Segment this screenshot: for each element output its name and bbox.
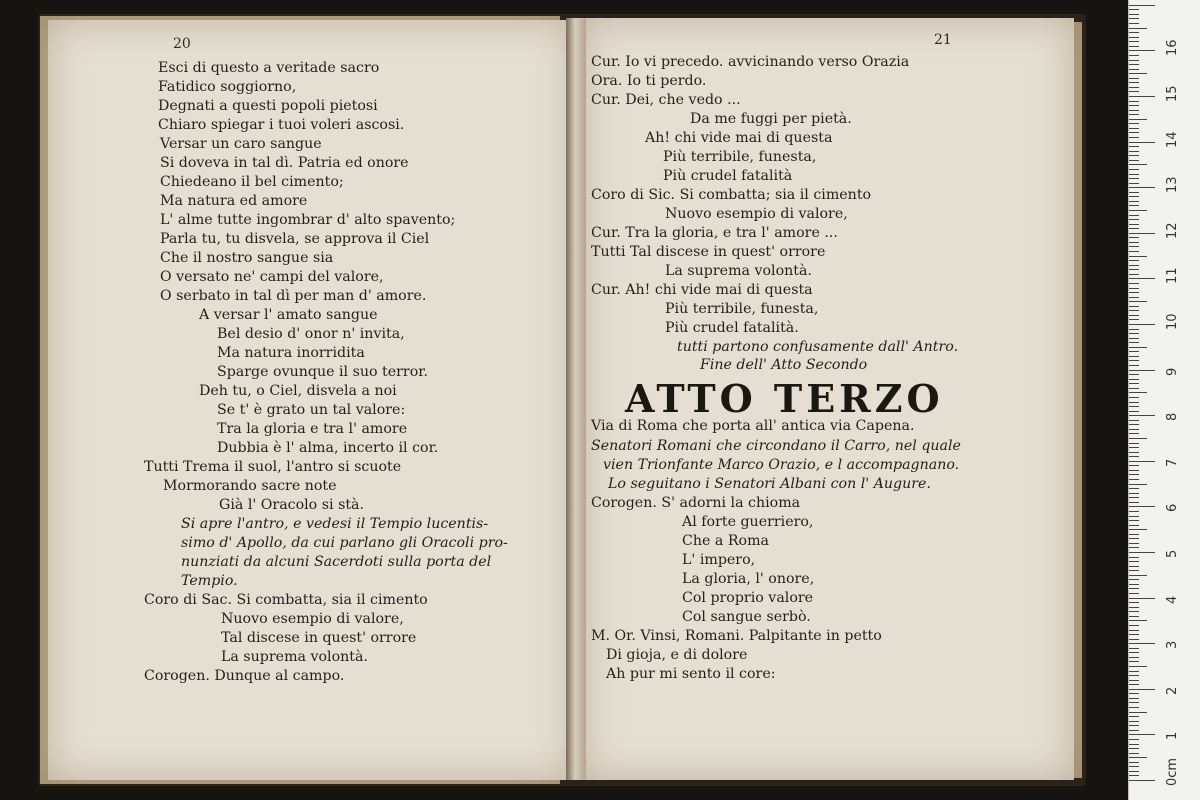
ruler-tick: [1129, 707, 1139, 708]
ruler-label: 16: [1165, 39, 1180, 57]
ruler-tick: [1129, 575, 1147, 576]
text-line: Che il nostro sangue sia: [160, 250, 334, 266]
verse-line: La gloria, l' onore,: [682, 571, 815, 587]
ruler-tick: [1129, 424, 1139, 425]
stage-direction: Lo seguitano i Senatori Albani con l' Augure.: [608, 476, 931, 492]
verse-line: Al forte guerriero,: [682, 514, 814, 530]
ruler-tick: [1129, 105, 1139, 106]
stage-direction: tutti partono confusamente dall' Antro.: [677, 339, 959, 355]
ruler-tick: [1129, 174, 1139, 175]
ruler-tick: [1129, 28, 1147, 29]
verse-line: Già l' Oracolo si stà.: [219, 497, 365, 513]
ruler-tick: [1129, 712, 1147, 713]
ruler-tick: [1129, 365, 1139, 366]
ruler-tick: [1129, 101, 1139, 102]
verse-line: Ma natura inorridita: [217, 345, 365, 361]
ruler-tick: [1129, 142, 1155, 143]
ruler-label: 15: [1165, 85, 1180, 102]
ruler-tick: [1129, 114, 1139, 115]
ruler-tick: [1129, 725, 1139, 726]
verse-line: Col sangue serbò.: [682, 609, 811, 625]
ruler-tick: [1129, 598, 1155, 599]
ruler-label: 3: [1165, 640, 1180, 650]
text-line: Ma natura ed amore: [160, 193, 308, 209]
verse-line: Più terribile, funesta,: [663, 149, 817, 165]
text-line: O serbato in tal dì per man d' amore.: [160, 288, 427, 304]
ruler-tick: [1129, 534, 1139, 535]
ruler-label: 5: [1165, 549, 1180, 558]
ruler-tick: [1129, 292, 1139, 293]
speaker-line: Cur. Dei, che vedo ...: [591, 92, 741, 108]
ruler-tick: [1129, 46, 1139, 47]
verse-line: Sparge ovunque il suo terror.: [217, 364, 428, 380]
ruler-tick: [1129, 333, 1139, 334]
stage-direction: nunziati da alcuni Sacerdoti sulla porta del: [181, 554, 492, 570]
ruler-tick: [1129, 461, 1155, 462]
speaker-line: Cur. Tra la gloria, e tra l' amore ...: [591, 225, 838, 241]
verse-line: Ah! chi vide mai di questa: [645, 130, 833, 146]
ruler-tick: [1129, 73, 1147, 74]
ruler-tick: [1129, 9, 1139, 10]
ruler-tick: [1129, 516, 1139, 517]
speaker-line: Coro di Sac. Si combatta, sia il cimento: [144, 592, 428, 608]
ruler-tick: [1129, 552, 1155, 553]
text-line: Chiedeano il bel cimento;: [160, 174, 344, 190]
ruler-tick: [1129, 666, 1147, 667]
ruler-tick: [1129, 588, 1139, 589]
ruler-tick: [1129, 607, 1139, 608]
ruler-tick: [1129, 693, 1139, 694]
ruler-tick: [1129, 183, 1139, 184]
ruler-tick: [1129, 91, 1139, 92]
ruler-tick: [1129, 338, 1139, 339]
ruler-label: 12: [1165, 222, 1180, 239]
speaker-line: Tutti Trema il suol, l'antro si scuote: [144, 459, 402, 475]
ruler-tick: [1129, 511, 1139, 512]
ruler-tick: [1129, 219, 1139, 220]
text-line: Si doveva in tal dì. Patria ed onore: [160, 155, 409, 171]
ruler-tick: [1129, 374, 1139, 375]
ruler-tick: [1129, 119, 1147, 120]
scene-line: Via di Roma che porta all' antica via Capena.: [591, 418, 915, 434]
ruler-tick: [1129, 748, 1139, 749]
ruler-tick: [1129, 192, 1139, 193]
ruler-tick: [1129, 14, 1139, 15]
ruler-tick: [1129, 347, 1147, 348]
ruler-label: 2: [1165, 686, 1180, 695]
ruler-tick: [1129, 561, 1139, 562]
ruler-tick: [1129, 753, 1139, 754]
verse-line: Tal discese in quest' orrore: [221, 630, 417, 646]
ruler-tick: [1129, 178, 1139, 179]
ruler-tick: [1129, 242, 1139, 243]
verse-line: Di gioja, e di dolore: [606, 647, 748, 663]
ruler-tick: [1129, 730, 1139, 731]
ruler-tick: [1129, 128, 1139, 129]
verse-line: La suprema volontà.: [665, 263, 812, 279]
ruler-tick: [1129, 493, 1139, 494]
ruler-tick: [1129, 392, 1147, 393]
text-line: Chiaro spiegar i tuoi voleri ascosi.: [158, 117, 405, 133]
ruler-tick: [1129, 479, 1139, 480]
ruler-tick: [1129, 579, 1139, 580]
ruler-tick: [1129, 415, 1155, 416]
ruler-tick: [1129, 50, 1155, 51]
verse-line: Col proprio valore: [682, 590, 814, 606]
ruler-tick: [1129, 23, 1139, 24]
text-line: Degnati a questi popoli pietosi: [158, 98, 378, 114]
text-line: Fatidico soggiorno,: [158, 79, 297, 95]
ruler-tick: [1129, 739, 1139, 740]
ruler-tick: [1129, 278, 1155, 279]
ruler-tick: [1129, 620, 1147, 621]
ruler-tick: [1129, 196, 1139, 197]
ruler-tick: [1129, 82, 1139, 83]
ruler-tick: [1129, 246, 1139, 247]
ruler-tick: [1129, 538, 1139, 539]
verse-line: Che a Roma: [682, 533, 770, 549]
ruler-tick: [1129, 593, 1139, 594]
ruler-label: 6: [1165, 504, 1180, 513]
ruler-tick: [1129, 543, 1139, 544]
speaker-line: Tutti Tal discese in quest' orrore: [591, 244, 826, 260]
ruler-tick: [1129, 525, 1139, 526]
left-page: [48, 20, 574, 780]
ruler-tick: [1129, 388, 1139, 389]
ruler-tick: [1129, 383, 1139, 384]
ruler-tick: [1129, 611, 1139, 612]
ruler-tick: [1129, 379, 1139, 380]
ruler-tick: [1129, 474, 1139, 475]
ruler-tick: [1129, 301, 1147, 302]
ruler-tick: [1129, 224, 1139, 225]
ruler-tick: [1129, 32, 1139, 33]
act-title: ATTO TERZO: [625, 376, 944, 421]
ruler-tick: [1129, 716, 1139, 717]
ruler-tick: [1129, 625, 1139, 626]
speaker-line: Cur. Ah! chi vide mai di questa: [591, 282, 813, 298]
ruler-tick: [1129, 438, 1147, 439]
ruler-tick: [1129, 648, 1139, 649]
ruler-label: 10: [1165, 313, 1180, 330]
verse-line: Ah pur mi sento il core:: [606, 666, 776, 682]
verse-line: Deh tu, o Ciel, disvela a noi: [199, 383, 397, 399]
ruler-tick: [1129, 762, 1139, 763]
ruler-tick: [1129, 584, 1139, 585]
ruler-tick: [1129, 319, 1139, 320]
ruler-tick: [1129, 465, 1139, 466]
ruler-tick: [1129, 520, 1139, 521]
ruler-tick: [1129, 630, 1139, 631]
text-line: O versato ne' campi del valore,: [160, 269, 384, 285]
ruler-tick: [1129, 18, 1139, 19]
ruler-tick: [1129, 370, 1155, 371]
stage-direction: Si apre l'antro, e vedesi il Tempio lucentis-: [181, 516, 489, 532]
ruler-tick: [1129, 228, 1139, 229]
ruler-tick: [1129, 351, 1139, 352]
page-number-right: 21: [934, 32, 952, 48]
stage-direction: vien Trionfante Marco Orazio, e l accompagnano.: [603, 457, 960, 473]
ruler-tick: [1129, 484, 1147, 485]
ruler-tick: [1129, 771, 1139, 772]
ruler-tick: [1129, 60, 1139, 61]
ruler-tick: [1129, 689, 1155, 690]
ruler-tick: [1129, 5, 1155, 6]
ruler-tick: [1129, 429, 1139, 430]
verse-line: Mormorando sacre note: [163, 478, 337, 494]
ruler-tick: [1129, 634, 1139, 635]
ruler-tick: [1129, 297, 1139, 298]
ruler-tick: [1129, 87, 1139, 88]
ruler-tick: [1129, 506, 1155, 507]
ruler-tick: [1129, 310, 1139, 311]
verse-line: Nuovo esempio di valore,: [221, 611, 404, 627]
ruler-tick: [1129, 698, 1139, 699]
ruler-tick: [1129, 288, 1139, 289]
ruler-tick: [1129, 671, 1139, 672]
verse-line: L' impero,: [682, 552, 756, 568]
ruler-tick: [1129, 744, 1139, 745]
ruler-tick: [1129, 342, 1139, 343]
ruler-tick: [1129, 684, 1139, 685]
ruler-tick: [1129, 155, 1139, 156]
text-line: Versar un caro sangue: [160, 136, 322, 152]
stage-direction: simo d' Apollo, da cui parlano gli Oracoli pro-: [181, 535, 508, 551]
ruler-tick: [1129, 547, 1139, 548]
text-line: Esci di questo a veritade sacro: [158, 60, 380, 76]
ruler-tick: [1129, 433, 1139, 434]
ruler-tick: [1129, 256, 1147, 257]
verse-line: Più crudel fatalità: [663, 168, 793, 184]
ruler-label: 1: [1165, 732, 1180, 741]
ruler-tick: [1129, 402, 1139, 403]
text-line: Parla tu, tu disvela, se approva il Ciel: [160, 231, 430, 247]
act-end-line: Fine dell' Atto Secondo: [700, 357, 868, 373]
ruler-tick: [1129, 734, 1155, 735]
ruler-tick: [1129, 205, 1139, 206]
speaker-line: Corogen. S' adorni la chioma: [591, 495, 801, 511]
ruler-tick: [1129, 96, 1155, 97]
speaker-line: M. Or. Vinsi, Romani. Palpitante in petto: [591, 628, 882, 644]
speaker-line: Coro di Sic. Si combatta; sia il cimento: [591, 187, 872, 203]
ruler-label: 14: [1165, 131, 1180, 148]
stage-direction: Tempio.: [181, 573, 238, 589]
verse-line: A versar l' amato sangue: [199, 307, 378, 323]
ruler-tick: [1129, 470, 1139, 471]
verse-line: Nuovo esempio di valore,: [665, 206, 848, 222]
ruler-tick: [1129, 780, 1155, 781]
measuring-ruler: [1128, 0, 1200, 800]
ruler-tick: [1129, 502, 1139, 503]
ruler-tick: [1129, 766, 1139, 767]
ruler-tick: [1129, 406, 1139, 407]
speaker-line: Ora. Io ti perdo.: [591, 73, 707, 89]
ruler-tick: [1129, 602, 1139, 603]
verse-line: Bel desio d' onor n' invita,: [217, 326, 405, 342]
ruler-tick: [1129, 721, 1139, 722]
ruler-tick: [1129, 260, 1139, 261]
text-line: L' alme tutte ingombrar d' alto spavento;: [160, 212, 456, 228]
ruler-tick: [1129, 639, 1139, 640]
ruler-tick: [1129, 652, 1139, 653]
ruler-tick: [1129, 356, 1139, 357]
ruler-tick: [1129, 420, 1139, 421]
book-gutter: [566, 18, 586, 780]
ruler-tick: [1129, 397, 1139, 398]
verse-line: Dubbia è l' alma, incerto il cor.: [217, 440, 439, 456]
ruler-tick: [1129, 201, 1139, 202]
ruler-tick: [1129, 265, 1139, 266]
ruler-tick: [1129, 151, 1139, 152]
ruler-tick: [1129, 78, 1139, 79]
ruler-tick: [1129, 775, 1139, 776]
ruler-tick: [1129, 411, 1139, 412]
ruler-tick: [1129, 164, 1147, 165]
verse-line: Da me fuggi per pietà.: [690, 111, 852, 127]
ruler-label: 4: [1165, 595, 1180, 604]
ruler-tick: [1129, 657, 1139, 658]
ruler-tick: [1129, 137, 1139, 138]
ruler-tick: [1129, 237, 1139, 238]
page-number-left: 20: [173, 36, 191, 52]
ruler-tick: [1129, 37, 1139, 38]
ruler-tick: [1129, 41, 1139, 42]
ruler-tick: [1129, 456, 1139, 457]
ruler-tick: [1129, 315, 1139, 316]
ruler-tick: [1129, 251, 1139, 252]
ruler-tick: [1129, 675, 1139, 676]
ruler-label: 9: [1165, 367, 1180, 376]
ruler-tick: [1129, 488, 1139, 489]
speaker-line: Cur. Io vi precedo. avvicinando verso Orazia: [591, 54, 910, 70]
ruler-tick: [1129, 616, 1139, 617]
verse-line: La suprema volontà.: [221, 649, 368, 665]
verse-line: Se t' è grato un tal valore:: [217, 402, 406, 418]
ruler-tick: [1129, 215, 1139, 216]
ruler-tick: [1129, 757, 1147, 758]
ruler-label: 0cm: [1165, 757, 1180, 786]
ruler-tick: [1129, 566, 1139, 567]
ruler-tick: [1129, 187, 1155, 188]
ruler-tick: [1129, 69, 1139, 70]
ruler-tick: [1129, 274, 1139, 275]
ruler-tick: [1129, 680, 1139, 681]
ruler-tick: [1129, 160, 1139, 161]
ruler-tick: [1129, 324, 1155, 325]
ruler-label: 7: [1165, 458, 1180, 467]
ruler-tick: [1129, 447, 1139, 448]
ruler-tick: [1129, 146, 1139, 147]
ruler-tick: [1129, 557, 1139, 558]
ruler-tick: [1129, 702, 1139, 703]
ruler-tick: [1129, 233, 1155, 234]
ruler-tick: [1129, 360, 1139, 361]
ruler-tick: [1129, 497, 1139, 498]
ruler-tick: [1129, 55, 1139, 56]
speaker-line: Corogen. Dunque al campo.: [144, 668, 345, 684]
ruler-tick: [1129, 210, 1147, 211]
ruler-tick: [1129, 306, 1139, 307]
stage-direction: Senatori Romani che circondano il Carro, nel quale: [591, 438, 961, 454]
ruler-tick: [1129, 64, 1139, 65]
ruler-tick: [1129, 643, 1155, 644]
ruler-tick: [1129, 570, 1139, 571]
verse-line: Più crudel fatalità.: [665, 320, 799, 336]
verse-line: Tra la gloria e tra l' amore: [217, 421, 408, 437]
ruler-tick: [1129, 169, 1139, 170]
verse-line: Più terribile, funesta,: [665, 301, 819, 317]
ruler-tick: [1129, 132, 1139, 133]
ruler-tick: [1129, 329, 1139, 330]
ruler-label: 11: [1165, 267, 1180, 285]
ruler-tick: [1129, 110, 1139, 111]
ruler-label: 8: [1165, 412, 1180, 422]
ruler-tick: [1129, 269, 1139, 270]
ruler-tick: [1129, 283, 1139, 284]
ruler-label: 13: [1165, 176, 1180, 194]
ruler-tick: [1129, 529, 1147, 530]
ruler-tick: [1129, 661, 1139, 662]
ruler-tick: [1129, 443, 1139, 444]
ruler-tick: [1129, 123, 1139, 124]
ruler-tick: [1129, 452, 1139, 453]
